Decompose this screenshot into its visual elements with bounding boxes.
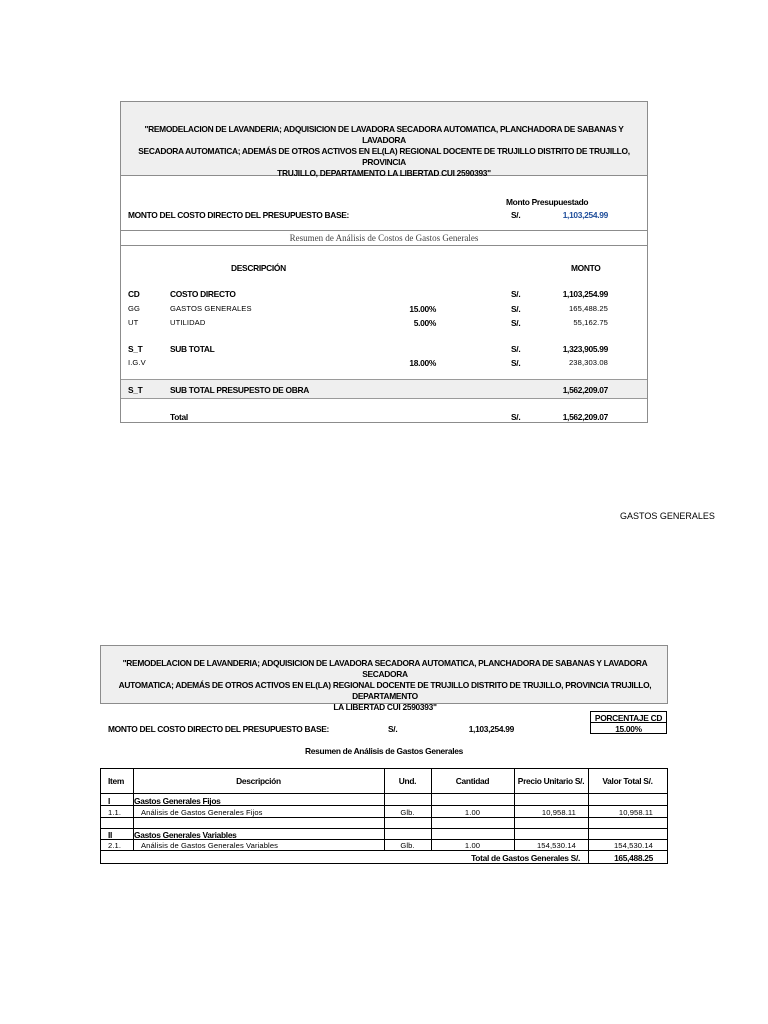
detail-title-line: LA LIBERTAD CUI 2590393": [333, 702, 437, 712]
divider: [591, 722, 666, 723]
summary-title-line: TRUJILLO, DEPARTAMENTO LA LIBERTAD CUI 2590393": [277, 168, 491, 178]
group-description: Gastos Generales Variables: [134, 830, 237, 840]
grid-line: [100, 863, 668, 864]
detail-base-currency: S/.: [388, 724, 398, 734]
grid-line: [100, 768, 101, 863]
total-label: Total: [170, 412, 188, 422]
col-amount-header: MONTO: [571, 263, 601, 273]
row-code: S_T: [128, 344, 143, 354]
row-total: 10,958.11: [618, 808, 653, 817]
row-item: 1.1.: [108, 808, 122, 817]
grid-line: [667, 768, 668, 863]
row-amount: 1,103,254.99: [562, 289, 608, 299]
row-code: S_T: [128, 385, 143, 395]
summary-title-line: SECADORA AUTOMATICA; ADEMÁS DE OTROS ACTIVOS EN EL(LA) REGIONAL DOCENTE DE TRUJILLO DISTRITO DE TRUJILLO, PROVINCIA: [138, 146, 630, 167]
group-item: I: [108, 796, 111, 806]
row-quantity: 1.00: [464, 808, 481, 817]
row-description: UTILIDAD: [170, 318, 206, 327]
budget-header: Monto Presupuestado: [506, 197, 589, 207]
detail-base-label: MONTO DEL COSTO DIRECTO DEL PRESUPUESTO BASE:: [108, 724, 330, 734]
divider: [121, 245, 647, 246]
row-unit-price: 10,958.11: [541, 808, 576, 817]
col-unit-header: Und.: [398, 776, 417, 786]
col-description-header: DESCRIPCIÓN: [231, 263, 286, 273]
row-amount: 1,562,209.07: [562, 385, 608, 395]
row-description: SUB TOTAL PRESUPESTO DE OBRA: [170, 385, 309, 395]
row-item: 2.1.: [108, 841, 122, 850]
summary-header: [121, 102, 647, 176]
row-description: Análisis de Gastos Generales Fijos: [141, 808, 263, 817]
row-currency: S/.: [511, 318, 521, 328]
row-currency: S/.: [511, 289, 521, 299]
general-expenses-table: [100, 645, 668, 865]
row-percent: 15.00%: [409, 304, 436, 314]
summary-subtitle: Resumen de Análisis de Costos de Gastos Generales: [289, 233, 479, 243]
detail-title-line: "REMODELACION DE LAVANDERIA; ADQUISICION DE LAVADORA SECADORA AUTOMATICA, PLANCHADORA DE SABANAS Y LAVADORA SECADORA: [122, 658, 648, 679]
row-currency: S/.: [511, 304, 521, 314]
section-label: GASTOS GENERALES: [620, 511, 715, 521]
divider: [121, 230, 647, 231]
percentage-label: PORCENTAJE CD: [594, 713, 663, 723]
grand-total-label: Total de Gastos Generales S/.: [471, 853, 580, 863]
col-description-header: Descripción: [236, 776, 281, 786]
row-description: Análisis de Gastos Generales Variables: [141, 841, 279, 850]
grid-line: [100, 850, 668, 851]
total-currency: S/.: [511, 412, 521, 422]
base-cost-value: 1,103,254.99: [562, 210, 608, 220]
cost-summary-table: [120, 101, 648, 423]
row-code: UT: [128, 318, 139, 327]
subtotal-work-row: [121, 379, 647, 399]
row-percent: 5.00%: [413, 318, 436, 328]
total-value: 1,562,209.07: [562, 412, 608, 422]
row-total: 154,530.14: [613, 841, 653, 850]
col-unit-price-header: Precio Unitario S/.: [517, 776, 585, 786]
row-percent: 18.00%: [409, 358, 436, 368]
detail-base-value: 1,103,254.99: [468, 724, 514, 734]
row-code: CD: [128, 289, 140, 299]
percentage-box: [590, 711, 667, 734]
col-quantity-header: Cantidad: [455, 776, 490, 786]
summary-title-line: "REMODELACION DE LAVANDERIA; ADQUISICION DE LAVADORA SECADORA AUTOMATICA, PLANCHADORA DE SABANAS Y LAVADORA: [144, 124, 624, 145]
group-description: Gastos Generales Fijos: [134, 796, 221, 806]
row-amount: 1,323,905.99: [562, 344, 608, 354]
base-cost-currency: S/.: [511, 210, 521, 220]
row-currency: S/.: [511, 358, 521, 368]
detail-project-title: [101, 658, 669, 713]
percentage-value: 15.00%: [615, 724, 642, 734]
row-unit-price: 154,530.14: [536, 841, 576, 850]
col-total-header: Valor Total S/.: [602, 776, 653, 786]
row-unit: Glb.: [400, 841, 415, 850]
row-description: GASTOS GENERALES: [170, 304, 252, 313]
detail-subtitle: Resumen de Análisis de Gastos Generales: [305, 746, 463, 756]
row-amount: 165,488.25: [568, 304, 608, 313]
detail-header: [100, 645, 668, 712]
group-item: II: [108, 830, 113, 840]
col-item-header: Item: [108, 776, 125, 786]
base-cost-label: MONTO DEL COSTO DIRECTO DEL PRESUPUESTO BASE:: [128, 210, 350, 220]
row-code: I.G.V: [128, 358, 146, 367]
row-currency: S/.: [511, 344, 521, 354]
row-amount: 238,303.08: [568, 358, 608, 367]
row-description: COSTO DIRECTO: [170, 289, 236, 299]
summary-project-title: [129, 124, 639, 179]
row-description: SUB TOTAL: [170, 344, 215, 354]
grand-total-value: 165,488.25: [614, 853, 653, 863]
detail-title-line: AUTOMATICA; ADEMÁS DE OTROS ACTIVOS EN EL(LA) REGIONAL DOCENTE DE TRUJILLO DISTRITO DE TRUJILLO, PROVINCIA TRUJILLO, DEPARTAMENTO: [118, 680, 652, 701]
row-amount: 55,162.75: [573, 318, 608, 327]
row-code: GG: [128, 304, 141, 313]
row-quantity: 1.00: [464, 841, 481, 850]
row-unit: Glb.: [400, 808, 415, 817]
